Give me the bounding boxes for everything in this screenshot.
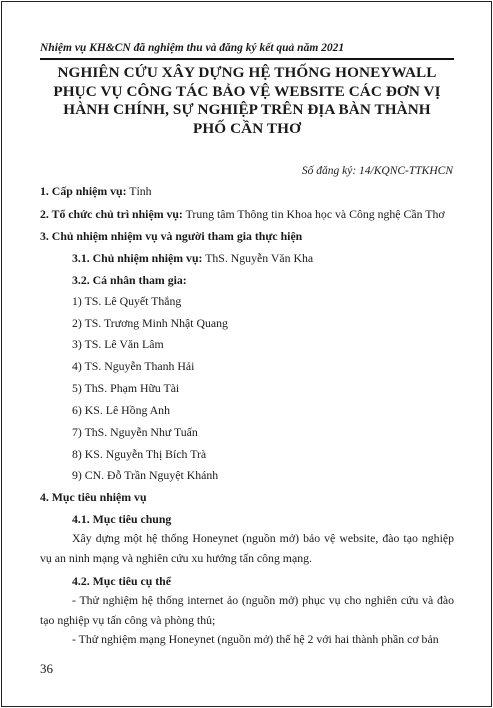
participant-item: 9) CN. Đỗ Trần Nguyệt Khánh: [72, 468, 219, 482]
title-line: PHỤC VỤ CÔNG TÁC BẢO VỆ WEBSITE CÁC ĐƠN VỊ: [53, 82, 441, 100]
participant-item: 4) TS. Nguyễn Thanh Hải: [72, 359, 195, 373]
registration-number: Số đăng ký: 14/KQNC-TTKHCN: [301, 165, 453, 177]
section-label: 3.1. Chủ nhiệm nhiệm vụ:: [72, 251, 203, 265]
section-4-heading: 4. Mục tiêu nhiệm vụ: [40, 490, 147, 504]
participant-item: 1) TS. Lê Quyết Thắng: [72, 294, 182, 308]
section-4-2-heading: 4.2. Mục tiêu cụ thể: [72, 574, 171, 588]
section-4-2-item: - Thử nghiệm hệ thống internet ảo (nguồn mở) phục vụ cho nghiên cứu và đào tạo nghiệp vụ tấn công và phòng thủ;: [40, 593, 454, 627]
section-3-1: [72, 251, 313, 265]
section-label: 1. Cấp nhiệm vụ:: [40, 184, 127, 198]
section-2: [40, 207, 445, 221]
section-4-2-item: - Thử nghiệm mạng Honeynet (nguồn mở) thế hệ 2 với hai thành phần cơ bản: [72, 632, 439, 646]
section-value: Tỉnh: [126, 184, 152, 198]
title-line: HÀNH CHÍNH, SỰ NGHIỆP TRÊN ĐỊA BÀN THÀNH: [63, 101, 431, 118]
page-number: 36: [40, 661, 53, 676]
running-header: Nhiệm vụ KH&CN đã nghiệm thu và đăng ký kết quả năm 2021: [40, 42, 345, 54]
section-value: ThS. Nguyễn Văn Kha: [202, 251, 314, 265]
section-3-2-heading: 3.2. Cá nhân tham gia:: [72, 273, 187, 287]
participant-item: 8) KS. Nguyễn Thị Bích Trà: [72, 447, 207, 461]
section-label: 2. Tổ chức chủ trì nhiệm vụ:: [40, 207, 183, 221]
section-4-1-text: Xây dựng một hệ thống Honeynet (nguồn mở) bảo vệ website, đào tạo nghiệp vụ an ninh mạng và nghiên cứu xu hướng tấn công mạng.: [40, 531, 454, 565]
participant-item: 7) ThS. Nguyễn Như Tuấn: [72, 425, 198, 439]
title-line: NGHIÊN CỨU XÂY DỰNG HỆ THỐNG HONEYWALL: [57, 64, 437, 81]
section-1: [40, 184, 152, 198]
document-title: [40, 64, 454, 138]
section-value: Trung tâm Thông tin Khoa học và Công nghệ Cần Thơ: [182, 207, 445, 221]
participant-item: 3) TS. Lê Văn Lâm: [72, 337, 164, 351]
section-4-1-heading: 4.1. Mục tiêu chung: [72, 512, 172, 526]
header-rule: [40, 58, 454, 60]
title-line: PHỐ CẦN THƠ: [193, 119, 301, 137]
participant-item: 5) ThS. Phạm Hữu Tài: [72, 381, 180, 395]
participant-item: 2) TS. Trương Minh Nhật Quang: [72, 316, 228, 330]
section-3-heading: 3. Chủ nhiệm nhiệm vụ và người tham gia thực hiện: [40, 229, 303, 243]
participant-item: 6) KS. Lê Hồng Anh: [72, 403, 170, 417]
